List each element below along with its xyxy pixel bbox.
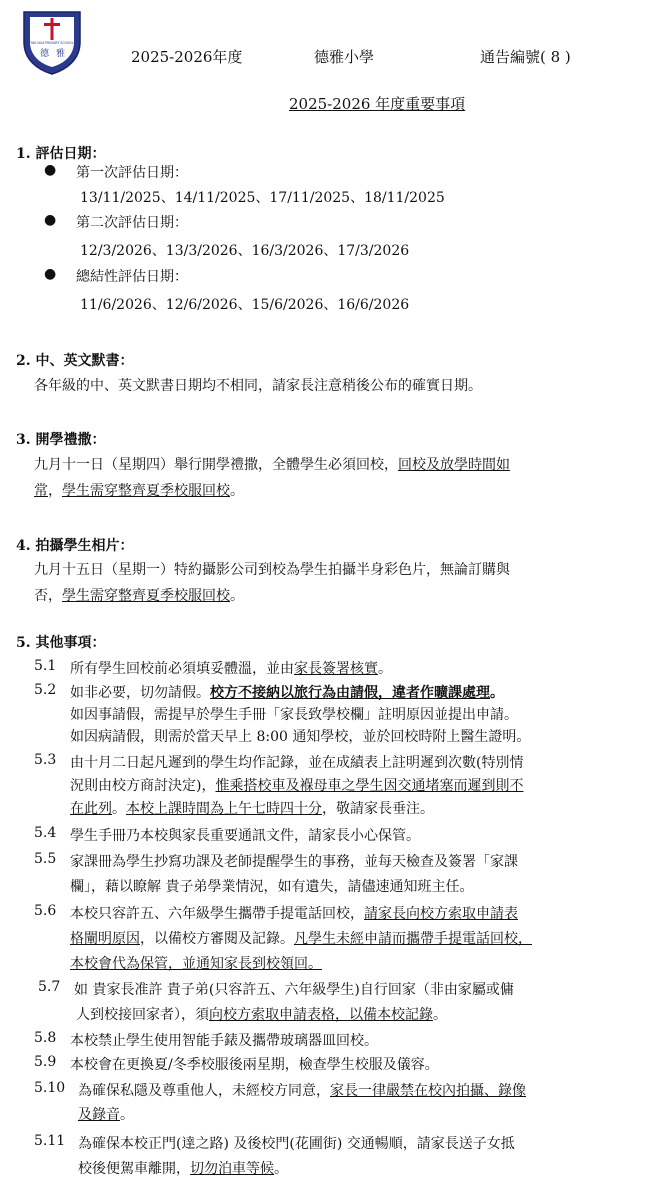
header-school-name: 德雅小學 xyxy=(314,48,375,66)
s5-7-num: 5.7 xyxy=(38,979,61,995)
s5-2-line3: 如因病請假，則需於當天早上 8:00 通知學校，並於回校時附上醫生證明。 xyxy=(70,729,531,745)
s5-8-text: 本校禁止學生使用智能手錶及攜帶玻璃器皿回校。 xyxy=(70,1033,378,1049)
s5-1-num: 5.1 xyxy=(34,658,57,674)
bullet: ● xyxy=(44,266,57,282)
s5-6-line2: 格闡明原因，以備校方審閱及記錄。凡學生未經申請而攜帶手提電話回校， xyxy=(70,931,532,947)
logo-char-2: 雅 xyxy=(56,49,66,59)
s5-3-line1: 由十月二日起凡遲到的學生均作記錄，並在成績表上註明遲到次數(特別情 xyxy=(70,755,524,771)
s5-7-line2: 人到校接回家者），須向校方索取申請表格，以備本校記錄。 xyxy=(76,1007,447,1023)
s5-8-num: 5.8 xyxy=(34,1030,57,1046)
logo-ring-text: TAK NGA PRIMARY SCHOOL xyxy=(30,41,74,45)
s1-item2-dates: 12/3/2026、13/3/2026、16/3/2026、17/3/2026 xyxy=(80,243,410,259)
s5-6-line1: 本校只容許五、六年級學生攜帶手提電話回校，請家長向校方索取申請表 xyxy=(70,906,518,922)
header-school-year: 2025-2026年度 xyxy=(131,48,243,66)
s5-11-line2: 校後便駕車離開，切勿泊車等候。 xyxy=(78,1161,288,1177)
s5-title: 5. 其他事項： xyxy=(16,635,106,651)
s5-11-num: 5.11 xyxy=(34,1133,66,1149)
s5-3-line2: 況則由校方商討決定)，惟乘搭校車及褓母車之學生因交通堵塞而遲到則不 xyxy=(70,778,524,794)
s4-line2: 否，學生需穿整齊夏季校服回校。 xyxy=(34,588,244,604)
doc-title: 2025-2026 年度重要事項 xyxy=(289,95,466,113)
s5-10-line1: 為確保私隱及尊重他人，未經校方同意，家長一律嚴禁在校內拍攝、錄像 xyxy=(78,1083,526,1099)
s5-4-num: 5.4 xyxy=(34,825,57,841)
s3-line2: 常，學生需穿整齊夏季校服回校。 xyxy=(34,483,244,499)
s1-title: 1. 評估日期： xyxy=(16,146,106,162)
s5-3-num: 5.3 xyxy=(34,752,57,768)
s5-10-line2: 及錄音。 xyxy=(78,1107,134,1123)
s5-7-line1: 如 貴家長准許 貴子弟(只容許五、六年級學生)自行回家（非由家屬或傭 xyxy=(74,982,514,998)
s4-title: 4. 拍攝學生相片： xyxy=(16,538,134,554)
s5-1-text: 所有學生回校前必須填妥體溫，並由家長簽署核實。 xyxy=(70,661,392,677)
s3-title: 3. 開學禮撒： xyxy=(16,432,106,448)
s1-item3-dates: 11/6/2026、12/6/2026、15/6/2026、16/6/2026 xyxy=(80,297,410,313)
s5-2-num: 5.2 xyxy=(34,682,57,698)
s5-9-text: 本校會在更換夏/冬季校服後兩星期，檢查學生校服及儀容。 xyxy=(70,1057,439,1073)
s5-6-line3: 本校會代為保管，並通知家長到校領回。 xyxy=(70,956,322,972)
s2-title: 2. 中、英文默書： xyxy=(16,353,134,369)
s4-line1: 九月十五日（星期一）特約攝影公司到校為學生拍攝半身彩色片，無論訂購與 xyxy=(34,562,510,578)
s5-11-line1: 為確保本校正門(達之路) 及後校門(花圃街) 交通暢順，請家長送子女抵 xyxy=(78,1136,515,1152)
school-logo xyxy=(20,6,84,76)
s5-9-num: 5.9 xyxy=(34,1054,57,1070)
s5-6-num: 5.6 xyxy=(34,903,57,919)
s5-2-line1: 如非必要，切勿請假。校方不接納以旅行為由請假，違者作曠課處理。 xyxy=(70,685,504,701)
s5-5-num: 5.5 xyxy=(34,851,57,867)
s5-5-line1: 家課冊為學生抄寫功課及老師提醒學生的事務，並每天檢查及簽署「家課 xyxy=(70,854,518,870)
s3-line1: 九月十一日（星期四）舉行開學禮撒，全體學生必須回校，回校及放學時間如 xyxy=(34,457,510,473)
s1-item1-dates: 13/11/2025、14/11/2025、17/11/2025、18/11/2025 xyxy=(80,190,445,206)
s5-4-text: 學生手冊乃本校與家長重要通訊文件，請家長小心保管。 xyxy=(70,828,420,844)
bullet: ● xyxy=(44,162,57,178)
s2-text: 各年級的中、英文默書日期均不相同，請家長注意稍後公布的確實日期。 xyxy=(34,378,482,394)
s5-2-line2: 如因事請假，需提早於學生手冊「家長致學校欄」註明原因並提出申請。 xyxy=(70,707,518,723)
logo-char-1: 德 xyxy=(40,49,50,59)
s5-5-line2: 欄」，藉以瞭解 貴子弟學業情況，如有遺失，請儘速通知班主任。 xyxy=(70,879,474,895)
s1-item2-label: 第二次評估日期： xyxy=(76,215,188,231)
s1-item1-label: 第一次評估日期： xyxy=(76,165,188,181)
bullet: ● xyxy=(44,212,57,228)
header-notice-no: 通告編號( 8 ) xyxy=(480,48,571,66)
s5-3-line3: 在此列。本校上課時間為上午七時四十分，敬請家長垂注。 xyxy=(70,801,434,817)
s1-item3-label: 總結性評估日期： xyxy=(76,269,188,285)
s5-10-num: 5.10 xyxy=(34,1080,66,1096)
